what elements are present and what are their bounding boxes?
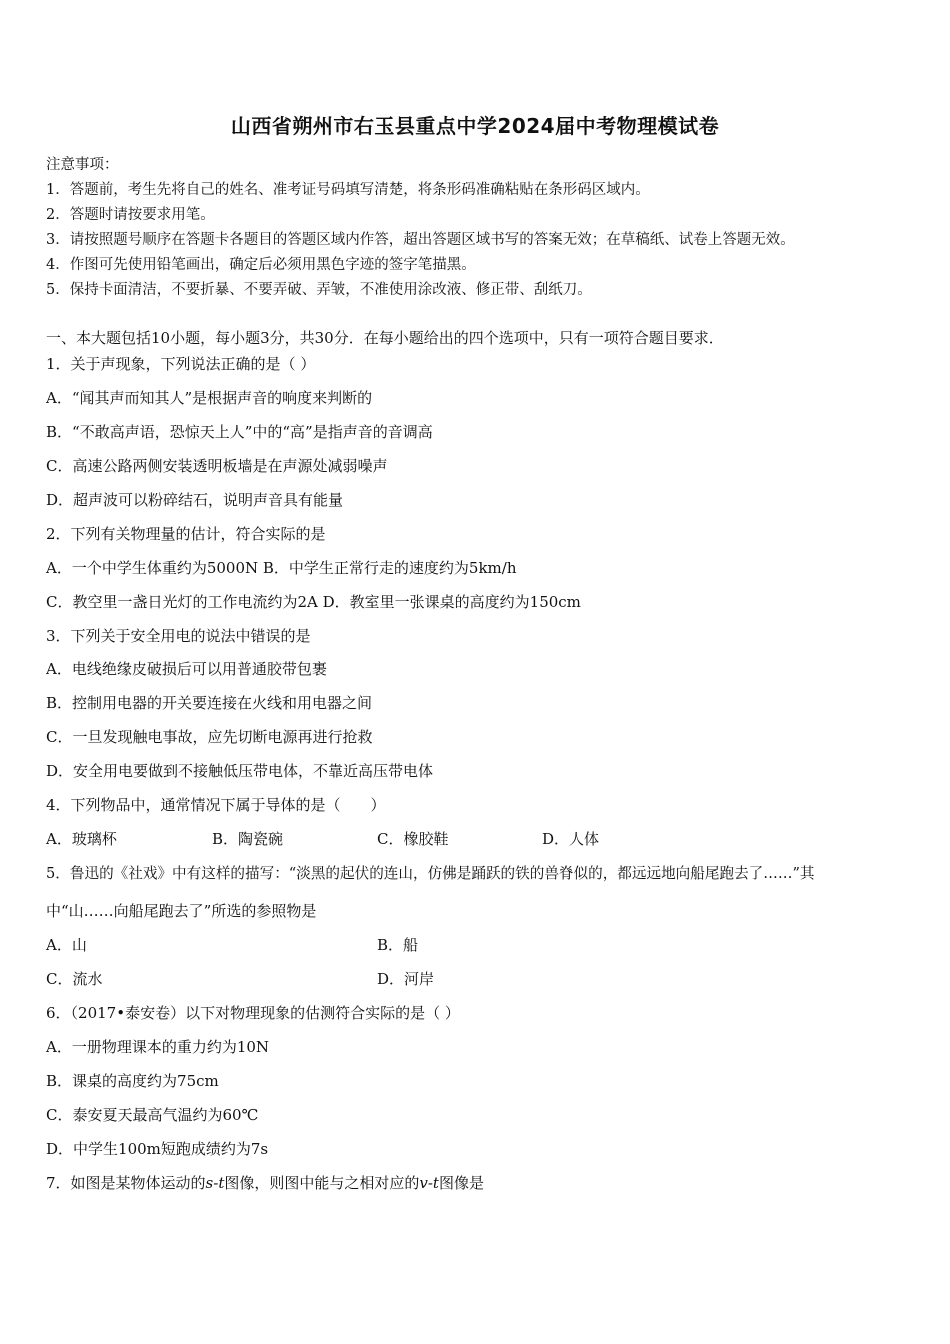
question-3-stem: 3．下列关于安全用电的说法中错误的是 — [46, 627, 311, 645]
question-1-stem: 1．关于声现象，下列说法正确的是（ ） — [46, 355, 316, 373]
question-5-stem-line-2: 中“山……向船尾跑去了”所选的参照物是 — [46, 902, 317, 920]
question-3-option-b: B．控制用电器的开关要连接在火线和用电器之间 — [46, 694, 373, 712]
question-4-stem: 4．下列物品中，通常情况下属于导体的是（ ） — [46, 796, 386, 814]
notice-item: 4．作图可先使用铅笔画出，确定后必须用黑色字迹的签字笔描黑。 — [46, 257, 476, 273]
question-2-options-ab: A．一个中学生体重约为5000N B．中学生正常行走的速度约为5km/h — [46, 559, 517, 577]
question-7-stem — [46, 1172, 484, 1193]
notice-heading: 注意事项： — [46, 157, 119, 173]
question-7-stem-mid: 图像，则图中能与之相对应的 — [224, 1174, 420, 1192]
question-5-option-b: B．船 — [377, 936, 419, 954]
question-7-stem-post: 图像是 — [438, 1174, 484, 1192]
question-3-option-c: C．一旦发现触电事故，应先切断电源再进行抢救 — [46, 728, 373, 746]
question-4-option-a: A．玻璃杯 — [46, 830, 117, 848]
question-1-option-d: D．超声波可以粉碎结石，说明声音具有能量 — [46, 491, 344, 509]
question-7-vt-symbol: v-t — [419, 1174, 439, 1192]
question-7-stem-pre: 7．如图是某物体运动的 — [46, 1174, 206, 1192]
question-4-option-d: D．人体 — [542, 830, 600, 848]
notice-item: 5．保持卡面清洁，不要折暴、不要弄破、弄皱，不准使用涂改液、修正带、刮纸刀。 — [46, 282, 592, 298]
question-6-option-a: A．一册物理课本的重力约为10N — [46, 1038, 270, 1056]
question-2-stem: 2．下列有关物理量的估计，符合实际的是 — [46, 525, 326, 543]
question-3-option-a: A．电线绝缘皮破损后可以用普通胶带包裹 — [46, 660, 327, 678]
question-1-option-c: C．高速公路两侧安装透明板墙是在声源处减弱噪声 — [46, 457, 388, 475]
question-1-option-b: B．“不敢高声语，恐惊天上人”中的“高”是指声音的音调高 — [46, 423, 433, 441]
notice-item: 1．答题前，考生先将自己的姓名、准考证号码填写清楚，将条形码准确粘贴在条形码区域内。 — [46, 182, 650, 198]
question-6-stem: 6．（2017•泰安卷）以下对物理现象的估测符合实际的是（ ） — [46, 1004, 460, 1022]
question-2-options-cd: C．教空里一盏日光灯的工作电流约为2A D．教室里一张课桌的高度约为150cm — [46, 593, 581, 611]
notice-item: 2．答题时请按要求用笔。 — [46, 207, 215, 223]
question-5-option-a: A．山 — [46, 936, 87, 954]
question-6-option-b: B．课桌的高度约为75cm — [46, 1072, 219, 1090]
question-5-option-c: C．流水 — [46, 970, 103, 988]
question-3-option-d: D．安全用电要做到不接触低压带电体，不靠近高压带电体 — [46, 762, 434, 780]
question-6-option-c: C．泰安夏天最高气温约为60℃ — [46, 1106, 259, 1124]
question-5-option-d: D．河岸 — [377, 970, 435, 988]
question-1-option-a: A．“闻其声而知其人”是根据声音的响度来判断的 — [46, 389, 373, 407]
notice-item: 3．请按照题号顺序在答题卡各题目的答题区域内作答，超出答题区域书写的答案无效；在草稿纸、试卷上答题无效。 — [46, 232, 795, 248]
question-4-option-b: B．陶瓷碗 — [212, 830, 284, 848]
question-5-stem-line-1: 5．鲁迅的《社戏》中有这样的描写：“淡黑的起伏的连山，仿佛是踊跃的铁的兽脊似的，都远远地向船尾跑去了……”其 — [46, 865, 815, 882]
question-6-option-d: D．中学生100m短跑成绩约为7s — [46, 1140, 269, 1158]
section-heading: 一、本大题包括10小题，每小题3分，共30分．在每小题给出的四个选项中，只有一项符合题目要求． — [46, 329, 724, 347]
question-7-st-symbol: s-t — [205, 1174, 225, 1192]
page-title: 山西省朔州市右玉县重点中学2024届中考物理模试卷 — [230, 114, 720, 138]
question-4-option-c: C．橡胶鞋 — [377, 830, 449, 848]
